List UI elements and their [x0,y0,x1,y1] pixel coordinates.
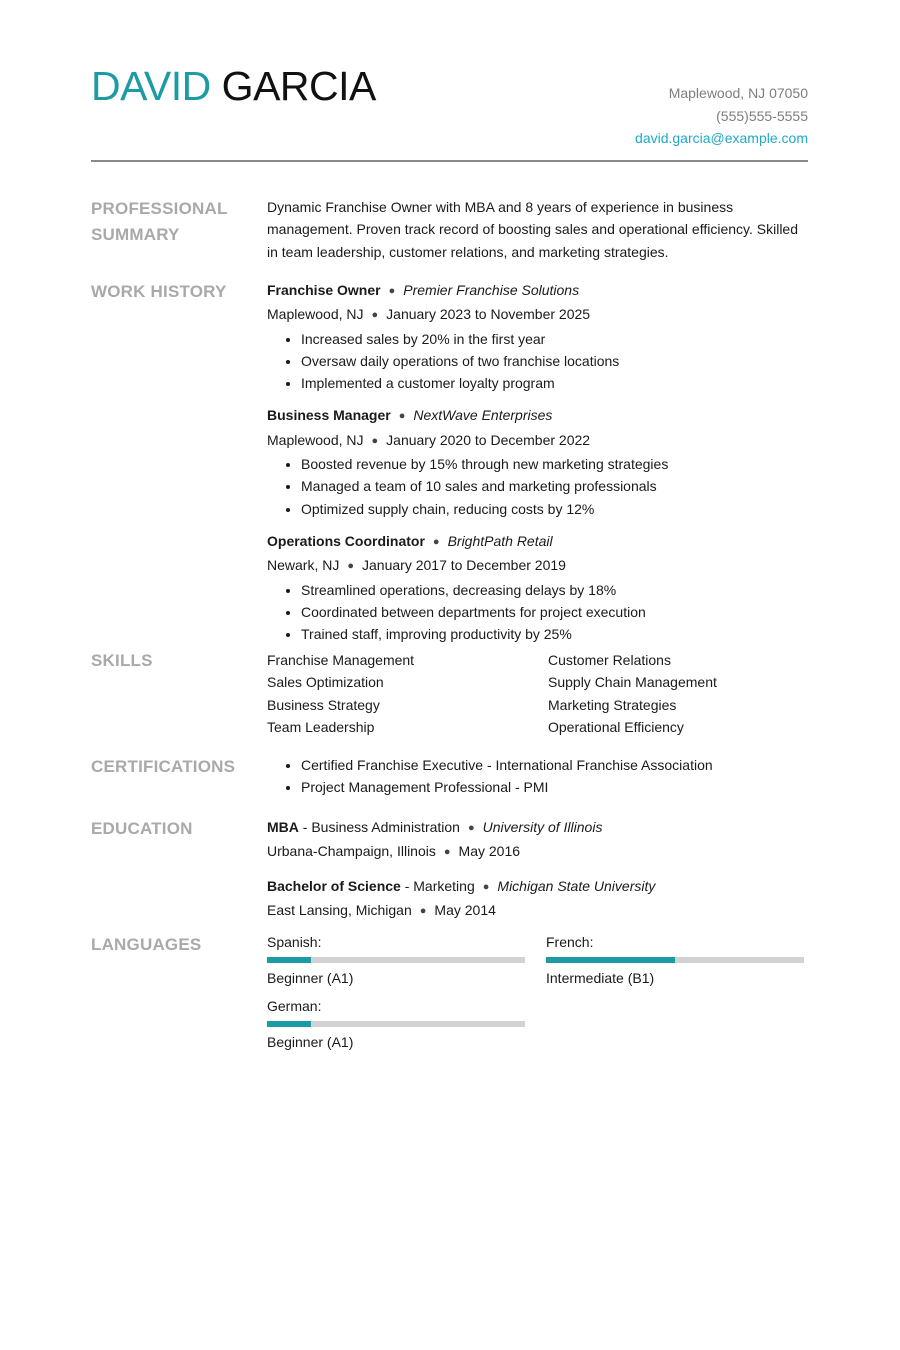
job-bullet: • Oversaw daily operations of two franchise locations [301,350,807,372]
degree: MBA [267,819,299,835]
proficiency-fill [546,957,675,963]
summary-heading-line1: PROFESSIONAL [91,199,228,218]
language-name: Spanish: [267,934,322,950]
certifications-heading: CERTIFICATIONS [91,757,236,776]
address: Maplewood, NJ 07050 [668,85,808,101]
education-entry [267,875,807,924]
job-bullets [267,579,807,646]
skill-item: Marketing Strategies [548,696,677,713]
separator-dot: ● [398,410,406,423]
language-entry [267,995,546,1053]
language-entry [546,931,804,989]
first-name: DAVID [91,63,211,109]
job-title: Operations Coordinator [267,532,425,549]
education-title-line [267,875,807,899]
degree: Bachelor of Science [267,877,401,894]
certification-item: • Certified Franchise Executive - International Franchise Association [301,754,807,776]
candidate-name [91,62,376,110]
last-name: GARCIA [221,63,376,109]
job-location: Maplewood, NJ [267,431,364,448]
job-title-line [267,530,807,554]
certifications-list [267,754,807,799]
skill-item: Customer Relations [548,652,671,668]
job-meta [267,303,807,327]
separator-dot: ● [371,434,379,447]
job-dates: January 2020 to December 2022 [386,431,591,448]
skills-heading: SKILLS [91,651,153,670]
separator-dot: ● [371,309,379,322]
phone: (555)555-5555 [716,107,808,124]
skill-item: Business Strategy [267,696,380,713]
work-history [267,279,807,655]
proficiency-bar [267,1021,525,1027]
language-name: French: [546,934,594,950]
job-bullet: • Increased sales by 20% in the first year [301,328,807,350]
skill-item: Franchise Management [267,652,415,668]
language-level: Intermediate (B1) [546,970,655,986]
job-company: BrightPath Retail [447,532,553,549]
resume-header [91,62,808,162]
language-entry [267,931,546,989]
job-dates: January 2023 to November 2025 [386,306,591,323]
skill-item: Sales Optimization [267,674,384,691]
proficiency-bar [546,957,804,963]
proficiency-fill [267,1021,311,1027]
job-bullet: • Optimized supply chain, reducing costs by 12% [301,498,807,520]
graduation-date: May 2014 [434,901,496,918]
job-dates: January 2017 to December 2019 [362,557,566,574]
summary-text [267,196,807,263]
job-bullet: • Implemented a customer loyalty program [301,372,807,394]
job-meta [267,429,807,453]
school-location: Urbana-Champaign, Illinois [267,843,436,860]
education-title-line [267,816,807,840]
education-list [267,816,807,933]
language-level: Beginner (A1) [267,1034,354,1050]
education-entry [267,816,807,865]
skills-grid [267,649,807,738]
separator-dot: ● [443,846,451,859]
skill-item: Operational Efficiency [548,718,684,735]
job-bullet: • Trained staff, improving productivity by 25% [301,623,807,645]
separator-dot: ● [419,904,427,917]
job-title-line [267,404,807,428]
skill-item: Team Leadership [267,718,375,735]
email-link[interactable]: david.garcia@example.com [635,130,808,146]
degree-field: - Business Administration [298,819,460,835]
proficiency-fill [267,957,311,963]
separator-dot: ● [482,880,490,893]
separator-dot: ● [347,560,355,573]
job-entry [267,279,807,394]
proficiency-bar [267,957,525,963]
job-location: Maplewood, NJ [267,306,364,323]
job-title-line [267,279,807,303]
certification-bullets [267,754,807,799]
separator-dot: ● [467,822,475,834]
school: Michigan State University [497,877,656,894]
job-bullets [267,453,807,520]
job-entry [267,530,807,645]
summary-paragraph: Dynamic Franchise Owner with MBA and 8 years of experience in business management. Proven track record of boosting sales and operational efficiency. Skilled in team leadership, customer relations, and marketing strategies. [267,199,799,260]
certification-item: • Project Management Professional - PMI [301,776,807,798]
language-name: German: [267,998,322,1014]
degree-field: - Marketing [400,877,475,894]
separator-dot: ● [388,285,396,297]
language-level: Beginner (A1) [267,970,354,986]
languages-grid [267,931,807,1053]
job-bullet: • Coordinated between departments for project execution [301,601,807,623]
job-company: NextWave Enterprises [413,407,553,424]
job-bullet: • Boosted revenue by 15% through new marketing strategies [301,453,807,475]
education-heading: EDUCATION [91,819,193,838]
job-company: Premier Franchise Solutions [403,282,580,298]
summary-heading [91,196,251,248]
job-title: Franchise Owner [267,282,381,298]
job-bullet: • Managed a team of 10 sales and marketing professionals [301,475,807,497]
contact-info [635,82,808,150]
graduation-date: May 2016 [458,843,521,860]
job-title: Business Manager [267,407,391,424]
job-bullet: • Streamlined operations, decreasing delays by 18% [301,579,807,601]
work-history-heading: WORK HISTORY [91,282,227,301]
separator-dot: ● [432,535,440,548]
education-meta [267,899,807,923]
languages-heading: LANGUAGES [91,935,202,954]
job-location: Newark, NJ [267,557,340,574]
education-meta [267,840,807,864]
job-entry [267,404,807,519]
school-location: East Lansing, Michigan [267,901,412,918]
job-bullets [267,328,807,395]
skill-item: Supply Chain Management [548,674,717,691]
school: University of Illinois [482,819,603,835]
summary-heading-line2: SUMMARY [91,225,180,244]
job-meta [267,554,807,578]
